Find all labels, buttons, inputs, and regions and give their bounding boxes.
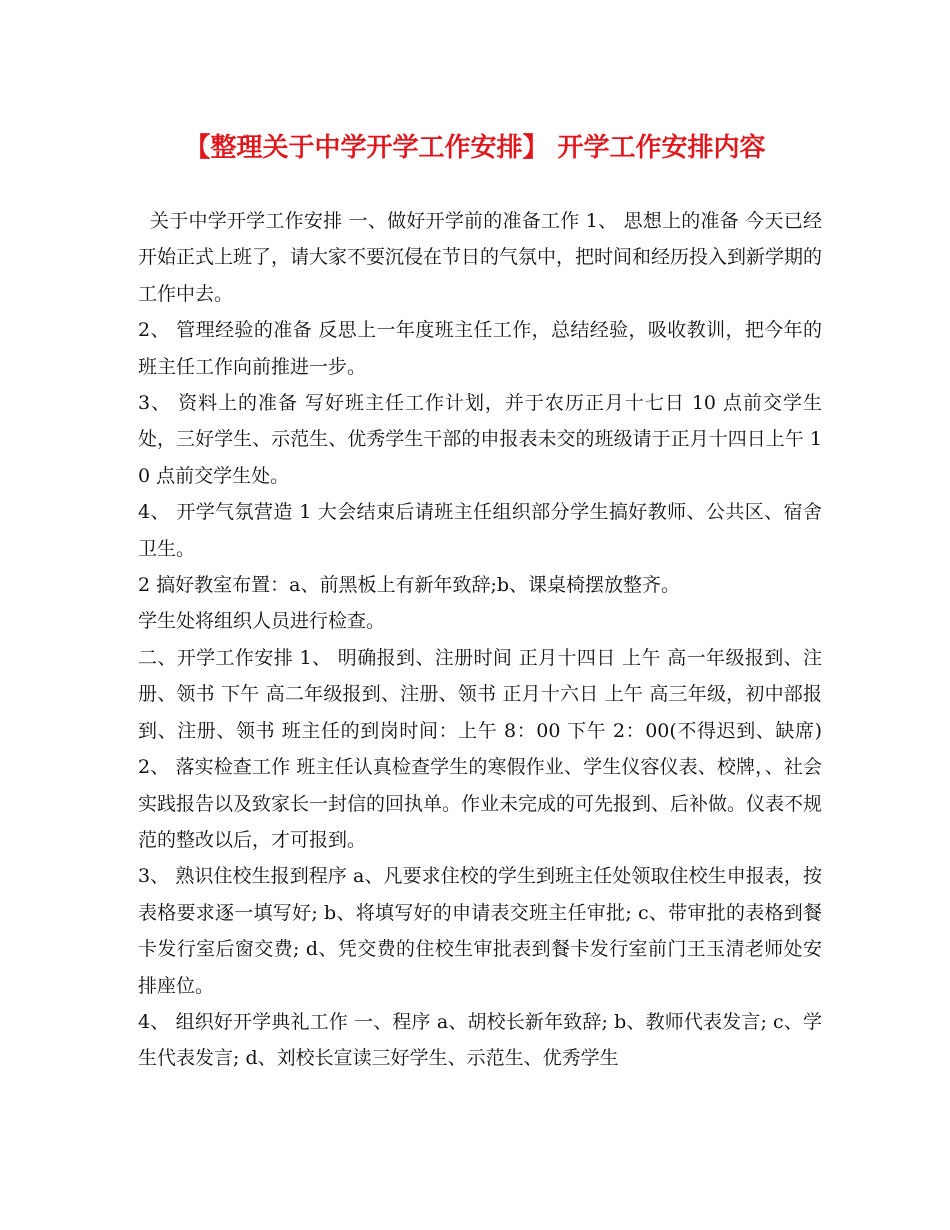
paragraph-1: 关于中学开学工作安排 一、做好开学前的准备工作 1、 思想上的准备 今天已经开始正式上班了，请大家不要沉侵在节日的气氛中，把时间和经历投入到新学期的工作中去。 — [138, 210, 823, 305]
paragraph-2: 2、 管理经验的准备 反思上一年度班主任工作，总结经验，吸收教训，把今年的班主任工作向前推进一步。 — [138, 319, 822, 378]
paragraph-8: 3、 熟识住校生报到程序 a、凡要求住校的学生到班主任处领取住校生申报表，按表格要求逐一填写好; b、将填写好的申请表交班主任审批; c、带审批的表格到餐卡发行室后窗交费; d、凭交费的住校生审批表到餐卡发行室前门王玉清老师处安排座位。 — [138, 865, 822, 997]
paragraph-5: 2 搞好教室布置：a、前黑板上有新年致辞;b、课桌椅摆放整齐。 — [138, 574, 681, 597]
paragraph-9: 4、 组织好开学典礼工作 一、程序 a、胡校长新年致辞; b、教师代表发言; c、学生代表发言; d、刘校长宣读三好学生、示范生、优秀学生 — [138, 1010, 822, 1070]
paragraph-4: 4、 开学气氛营造 1 大会结束后请班主任组织部分学生搞好教师、公共区、宿舍卫生。 — [138, 501, 822, 560]
paragraph-3: 3、 资料上的准备 写好班主任工作计划，并于农历正月十七日 10 点前交学生处，三好学生、示范生、优秀学生干部的申报表未交的班级请于正月十四日上午 10 点前交学生处。 — [138, 392, 822, 487]
paragraph-7: 二、开学工作安排 1、 明确报到、注册时间 正月十四日 上午 高一年级报到、注册、领书 下午 高二年级报到、注册、领书 正月十六日 上午 高三年级，初中部报到、注册、领书 班主任的到岗时间：上午 8：00 下午 2：00(不得迟到、缺席) 2、 落实检查工作 班主任认真检查学生的寒假作业、学生仪容仪表、校牌，、社会实践报告以及致家长一封信的回执单。作业未完成的可先报到、后补做。仪表不规范的整改以后，才可报到。 — [138, 646, 823, 851]
paragraph-6: 学生处将组织人员进行检查。 — [138, 610, 386, 633]
document-body — [138, 203, 822, 1077]
document-title: 【整理关于中学开学工作安排】 开学工作安排内容 — [184, 133, 766, 163]
